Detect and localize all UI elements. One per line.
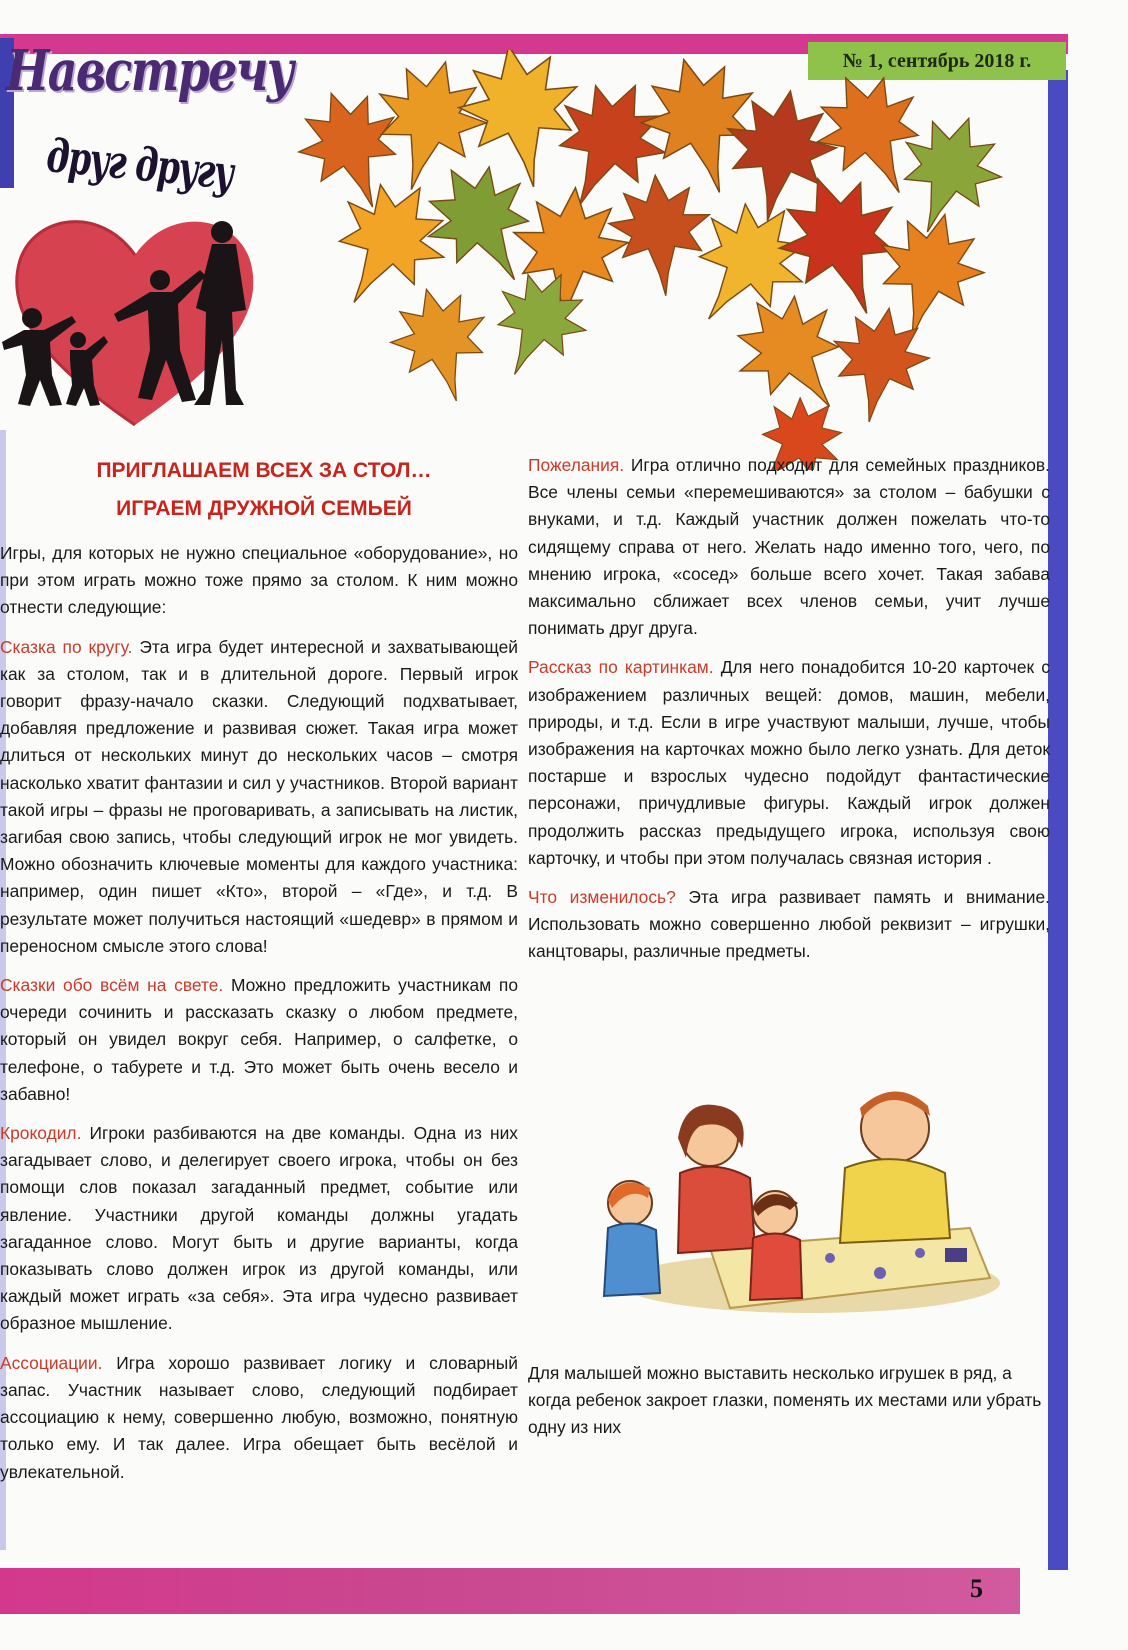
section-title: Крокодил.	[0, 1123, 82, 1144]
heart-family-illustration	[0, 200, 270, 440]
section-text: Эта игра будет интересной и захватывающей как за столом, так и в длительной дороге. Первый игрок говорит фразу-начало сказки. Следующий подхватывает, добавляя предложение и развивая сюжет. Такая игра может длиться от нескольких минут до нескольких часов – смотря насколько хватит фантазии и сил у участников. Второй вариант такой игры – фразы не проговаривать, а записывать на листик, загибая свою запись, чтобы следующий игрок не мог увидеть. Можно обозначить ключевые моменты для каждого участника: например, один пишет «Кто», второй – «Где», и т.д. В результате может получиться настоящий «шедевр» в прямом и переносном смысле этого слова!	[0, 636, 519, 956]
intro-paragraph: Игры, для которых не нужно специальное «оборудование», но при этом играть можно тоже прямо за столом. К ним можно отнести следующие:	[0, 543, 518, 618]
section-paragraph	[0, 1120, 518, 1338]
section-title: Сказки обо всём на свете.	[0, 975, 224, 996]
section-paragraph	[528, 884, 1050, 966]
article-heading	[54, 456, 474, 532]
section-text: Игра отлично подходит для семейных праздников. Все члены семьи «перемешиваются» за столом – бабушки с внуками, и т.д. Каждый участник должен пожелать что-то сидящему справа от него. Желать надо именно того, чего, по мнению игрока, «сосед» больше всего хочет. Такая забава максимально сближает всех членов семьи, учит лучше понимать друг друга.	[528, 455, 1050, 639]
section-title: Что изменилось?	[528, 887, 676, 908]
issue-badge: № 1, сентябрь 2018 г.	[808, 42, 1066, 80]
autumn-leaves-illustration	[280, 50, 1050, 470]
family-board-game-illustration	[590, 1078, 1010, 1323]
bottom-pink-band	[0, 1568, 1020, 1614]
section-text: Игроки разбиваются на две команды. Одна из них загадывает слово, и делегирует своего игрока, чтобы он без помощи слов показал загаданный предмет, событие или явление. Участники другой команды должны угадать загаданное слово. Могут быть и другие варианты, когда показывать слово должен игрок из другой команды, или каждый может играть «за себя». Эта игра чудесно развивает образное мышление.	[0, 1123, 518, 1334]
section-title: Сказка по кругу.	[0, 636, 133, 657]
section-paragraph	[528, 654, 1050, 872]
article-heading-line2: ИГРАЕМ ДРУЖНОЙ СЕМЬЕЙ	[116, 497, 412, 520]
section-title: Ассоциации.	[0, 1352, 103, 1373]
section-text: Для него понадобится 10-20 карточек с изображением различных вещей: домов, машин, мебели, природы, и т.д. Если в игре участвуют малыши, лучше, чтобы изображения на карточках можно было легко узнать. Для деток постарше и взрослых чудесно подойдут фантастические персонажи, причудливые фигуры. Каждый игрок должен продолжить рассказ предыдущего игрока, используя свою карточку, и чтобы при этом получалась связная история .	[528, 657, 1050, 868]
section-paragraph	[528, 452, 1050, 642]
section-paragraph	[0, 1350, 518, 1486]
page-number: 5	[970, 1574, 983, 1603]
section-text: Игра хорошо развивает логику и словарный запас. Участник называет слово, следующий подбирает ассоциацию к нему, совершенно любую, возможно, понятную только ему. И так далее. Игра обещает быть весёлой и увлекательной.	[0, 1352, 518, 1482]
section-title: Рассказ по картинкам.	[528, 657, 714, 678]
section-title: Пожелания.	[528, 455, 625, 475]
masthead-title-line1: Навстречу	[6, 38, 293, 104]
section-paragraph	[0, 972, 518, 1108]
masthead-title-line2: друг другу	[45, 128, 234, 200]
section-paragraph	[0, 634, 518, 960]
section-text: Можно предложить участникам по очереди сочинить и рассказать сказку о любом предмете, который он увидел вокруг себя. Например, о салфетке, о телефоне, о табурете и т.д. Это может быть очень весело и забавно!	[0, 975, 518, 1104]
right-column	[528, 452, 1050, 978]
article-heading-line1: ПРИГЛАШАЕМ ВСЕХ ЗА СТОЛ…	[96, 459, 432, 482]
section-text: Эта игра развивает память и внимание. Использовать можно совершенно любой реквизит – игрушки, канцтовары, различные предметы.	[528, 887, 1050, 962]
illustration-caption: Для малышей можно выставить несколько игрушек в ряд, а когда ребенок закроет глазки, поменять их местами или убрать одну из них	[528, 1363, 1042, 1438]
left-column	[0, 540, 518, 1498]
right-blue-stripe	[1048, 70, 1068, 1570]
